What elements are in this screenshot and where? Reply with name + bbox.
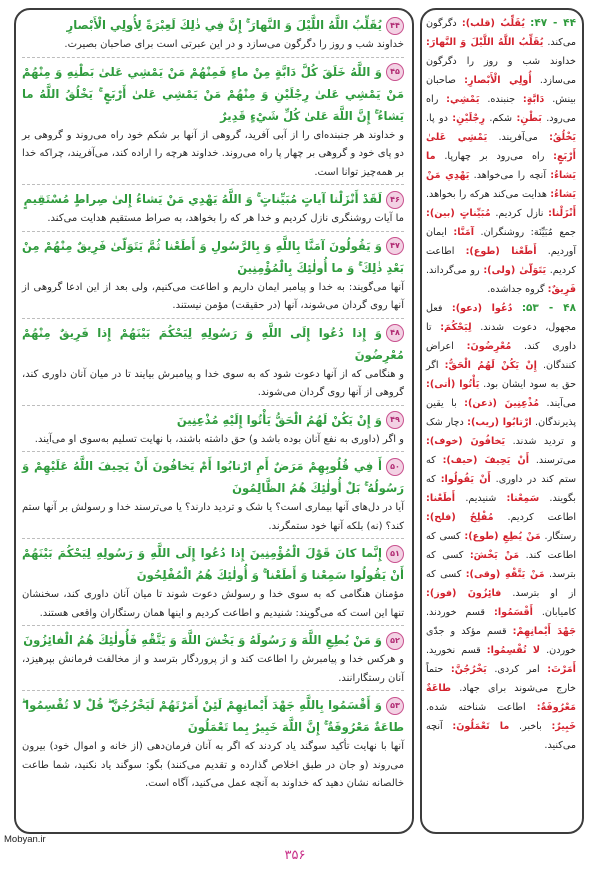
verse-arabic-text: وَ أَقْسَمُوا بِاللَّهِ جَهْدَ أَيْمانِهِمْ لَئِنْ أَمَرْتَهُمْ لَيَخْرُجُنَّ ۖ قُلْ لا تُقْسِمُوا ۖ طاعَةٌ مَعْرُوفَةٌ ۚ إِنَّ اللَّهَ خَبِيرٌ بِما تَعْمَلُونَ xyxy=(22,698,404,734)
verse-number-badge: ۵۰ xyxy=(386,458,404,476)
glossary-term: مَنْ يَخْشَ: xyxy=(469,550,520,561)
glossary-term: يُقَلِّبُ اللَّهُ اللَّيْلَ وَ النَّهارَ: xyxy=(426,37,544,48)
glossary-term: يَمْشِي عَلىٰ أَرْبَعٍ: xyxy=(426,132,576,162)
glossary-meaning: کسی که اطاعت کند. xyxy=(426,531,576,561)
verse-number-badge: ۴۶ xyxy=(386,191,404,209)
verse-arabic-text: يُقَلِّبُ اللَّهُ اللَّيْلَ وَ النَّهارَ ۚ إِنَّ فِي ذٰلِكَ لَعِبْرَةً لِأُولِي الْأَبْصارِ xyxy=(66,18,382,32)
verse-block xyxy=(22,629,404,691)
glossary-meaning: نازل کردیم. xyxy=(495,208,544,219)
glossary-term: إِنْ يَكُنْ لَهُمُ الْحَقُّ: xyxy=(444,360,537,371)
glossary-term: يُقَلِّبُ (قلب): xyxy=(461,18,525,29)
verse-arabic xyxy=(22,61,404,127)
verse-translation: ما آیات روشنگری نازل کردیم و خدا هر که را بخواهد، به صراط مستقیم هدایت می‌کند. xyxy=(22,210,404,232)
verse-arabic-text: أَ فِي قُلُوبِهِمْ مَرَضٌ أَمِ ارْتابُوا أَمْ يَخافُونَ أَنْ يَحِيفَ اللَّهُ عَلَيْهِمْ وَ رَسُولُهُ ۚ بَلْ أُولٰئِكَ هُمُ الظَّالِمُونَ xyxy=(22,459,404,495)
glossary-meaning: اعراض کنندگان. xyxy=(426,341,576,371)
glossary-meaning: فعل مجهول، دعوت شدند. xyxy=(426,303,576,333)
glossary-term: يَهْدِي مَنْ يَشاءُ: xyxy=(426,170,576,200)
verse-block xyxy=(22,455,404,539)
page-number: ۳۵۶ xyxy=(284,848,306,863)
verse-arabic-text: وَ يَقُولُونَ آمَنَّا بِاللَّهِ وَ بِالرَّسُولِ وَ أَطَعْنا ثُمَّ يَتَوَلّىٰ فَرِيقٌ مِنْهُمْ مِنْ بَعْدِ ذٰلِكَ ۚ وَ ما أُولٰئِكَ بِالْمُؤْمِنِينَ xyxy=(22,238,404,275)
verse-number-badge: ۵۲ xyxy=(386,632,404,650)
verse-arabic xyxy=(22,235,404,279)
glossary-meaning: که بگویند. xyxy=(426,474,576,504)
glossary-term: يَأْتُوا (أتی): xyxy=(426,379,480,390)
glossary-term: مُبَيِّناتٍ (بين): xyxy=(426,208,491,219)
verse-arabic-text: وَ مَنْ يُطِعِ اللَّهَ وَ رَسُولَهُ وَ يَخْشَ اللَّهَ وَ يَتَّقْهِ فَأُولٰئِكَ هُمُ الْفائِزُونَ xyxy=(23,633,382,647)
verse-block xyxy=(22,409,404,453)
glossary-term: أَقْسَمُوا: xyxy=(493,607,533,618)
verse-translation: و اگر (داوری به نفع آنان بوده باشد و) حق داشته باشند، با نهایت تسلیم به‌سوی او می‌آیند. xyxy=(22,431,404,453)
glossary-panel xyxy=(420,8,584,834)
glossary-meaning: اطاعت کردیم. xyxy=(426,246,576,276)
glossary-meaning: ایمان آوردیم. xyxy=(426,227,576,257)
glossary-term: أَنْ يَقُولُوا: xyxy=(440,474,491,485)
verse-arabic-text: وَ إِذا دُعُوا إِلَى اللَّهِ وَ رَسُولِهِ لِيَحْكُمَ بَيْنَهُمْ إِذا فَرِيقٌ مِنْهُمْ مُعْرِضُونَ xyxy=(22,325,404,362)
glossary-meaning: اطاعت کردیم. xyxy=(507,512,577,523)
glossary-meaning: خداوند شب و روز را دگرگون می‌سازد. xyxy=(426,56,576,86)
glossary-term: مَنْ يُطِعِ (طوع): xyxy=(464,531,541,542)
glossary-meaning: اطاعت شناخته شده. xyxy=(426,702,526,713)
glossary-meaning: کسی که از او بترسد. xyxy=(426,569,576,599)
verse-block xyxy=(22,61,404,186)
glossary-meaning: امر کردی. xyxy=(494,664,540,675)
glossary-term: طاعَةٌ مَعْرُوفَةٌ: xyxy=(426,683,576,713)
glossary-meaning: اگر حق به سود ایشان بود. xyxy=(426,360,576,390)
glossary-meaning: شکم. xyxy=(489,113,513,124)
glossary-term: مَنْ يَتَّقْهِ (وقی): xyxy=(465,569,545,580)
glossary-meaning: می‌آفریند. xyxy=(498,132,538,143)
verse-translation: و هنگامی که از آنها دعوت شود که به سوی خدا و پیامبرش بیایند تا در میان آنان داوری کند، گروهی از آنها روی گردان می‌شوند. xyxy=(22,366,404,406)
glossary-meaning: رستگار. xyxy=(544,531,576,542)
verse-arabic xyxy=(22,409,404,431)
glossary-meaning: باخبر. xyxy=(518,721,542,732)
verse-block xyxy=(22,322,404,406)
glossary-term: أَنْزَلْنا: xyxy=(548,208,576,219)
glossary-term: أَطَعْنا: xyxy=(426,493,456,504)
glossary-section xyxy=(426,299,576,755)
glossary-term: ما تَعْمَلُونَ: xyxy=(452,721,510,732)
glossary-meaning: دچار شک و تردید شدند. xyxy=(426,417,576,447)
glossary-term: دَابَّةٍ: xyxy=(522,94,545,105)
verse-block xyxy=(22,235,404,319)
glossary-meaning: حتماً خارج می‌شوند برای جهاد. xyxy=(426,664,576,694)
verse-arabic xyxy=(22,188,404,210)
glossary-term: ارْتابُوا (ريب): xyxy=(467,417,532,428)
verse-arabic xyxy=(22,322,404,366)
glossary-term: أَطَعْنا (طوع): xyxy=(465,246,537,257)
verse-number-badge: ۴۸ xyxy=(386,324,404,342)
glossary-term: يَمْشِي: xyxy=(446,94,480,105)
glossary-meaning: کامیابان. xyxy=(541,607,576,618)
verse-arabic xyxy=(22,14,404,36)
glossary-term: بَطْنِ: xyxy=(516,113,542,124)
glossary-meaning: راه می‌رود. xyxy=(426,94,576,124)
glossary-meaning: که ستم کند در داوری. xyxy=(426,455,576,485)
glossary-meaning: دگرگون می‌کند. xyxy=(426,18,576,48)
glossary-term: خَبِيرٌ: xyxy=(551,721,576,732)
verse-number-badge: ۴۷ xyxy=(386,237,404,255)
verse-arabic-text: وَ إِنْ يَكُنْ لَهُمُ الْحَقُّ يَأْتُوا إِلَيْهِ مُذْعِنِينَ xyxy=(176,412,382,427)
glossary-term: أُولِي الْأَبْصارِ: xyxy=(464,75,532,86)
glossary-meaning: قسم نخورید. xyxy=(426,645,481,656)
verse-block xyxy=(22,542,404,626)
verse-arabic xyxy=(22,455,404,499)
site-watermark[interactable]: Mobyan.ir xyxy=(4,834,46,845)
glossary-meaning: می‌ترسند. xyxy=(535,455,576,466)
verse-translation: و خداوند هر جنبنده‌ای را از آبی آفرید، گروهی از آنها بر شکم خود راه می‌روند و گروهی بر دو پای خود و گروهی بر چهار پا راه می‌روند. خداوند هرچه را اراده کند، می‌آفریند، چراکه خدا بر همه‌چیز توانا است. xyxy=(22,127,404,186)
glossary-term: لا تُقْسِمُوا: xyxy=(486,645,541,656)
verse-number-badge: ۵۱ xyxy=(386,545,404,563)
glossary-meaning: می‌آیند. xyxy=(546,398,576,409)
glossary-term: يَخافُونَ (خوف): xyxy=(426,436,506,447)
verse-arabic xyxy=(22,542,404,586)
verse-translation: آیا در دل‌های آنها بیماری است؟ یا شک و تردید دارند؟ یا می‌ترسند خدا و رسولش بر آنها ستم کند؟ (نه) بلکه آنها خود ستمگرند. xyxy=(22,499,404,539)
glossary-meaning: آنچه می‌کنید. xyxy=(426,721,576,751)
verse-block xyxy=(22,694,404,796)
verse-translation: آنها می‌گویند: به خدا و پیامبر ایمان داریم و اطاعت می‌کنیم، ولی بعد از این ادعا گروهی از آنها روی گردان می‌شوند، آنها (در حقیقت) مؤمن نیستند. xyxy=(22,279,404,319)
glossary-term: رِجْلَيْنِ: xyxy=(452,113,485,124)
verse-arabic xyxy=(22,629,404,651)
verse-translation: آنها با نهایت تأکید سوگند یاد کردند که اگر به آنان فرمان‌دهی (از خانه و اموال خود) بیرون می‌روند (و جان در طبق اخلاص گذارده و تقدیم می‌کنند) بگو: سوگند یاد نکنید، شما طاعت خالصانه نشان دهید که خداوند به آنچه عمل می‌کنید، آگاه است. xyxy=(22,741,404,789)
glossary-meaning: قسم خوردند. xyxy=(426,607,486,618)
verses-list xyxy=(22,14,404,796)
glossary-meaning: گروه جداشده. xyxy=(487,284,545,295)
glossary-term: ما يَشاءُ: xyxy=(426,151,576,181)
verse-arabic xyxy=(22,694,404,738)
glossary-term: فائِزُونَ (فوز): xyxy=(426,588,502,599)
glossary-term: أَمَرْتَ: xyxy=(547,664,576,675)
glossary-term: سَمِعْنا: xyxy=(506,493,540,504)
verse-translation: مؤمنان هنگامی که به سوی خدا و رسولش دعوت شوند تا میان آنان داوری کند، سخنشان تنها این است که می‌گویند: شنیدیم و اطاعت کردیم و اینها همان رستگاران واقعی هستند. xyxy=(22,586,404,626)
glossary-term: يَخْرُجُنَّ: xyxy=(450,664,487,675)
glossary-meaning: با یقین پذیرندگان. xyxy=(426,398,576,428)
verse-number-badge: ۴۴ xyxy=(386,17,404,35)
glossary-term: فَرِيقٌ: xyxy=(547,284,576,295)
glossary-meaning: صاحبان بینش. xyxy=(426,75,576,105)
glossary-meaning: جمع مُبَيِّنَة: روشنگران. xyxy=(480,227,576,238)
glossary-term: دُعُوا (دعو): xyxy=(451,303,513,314)
glossary-meaning: دو پا. xyxy=(426,113,448,124)
verse-translation: و هرکس خدا و پیامبرش را اطاعت کند و از پروردگار بترسد و از مخالفت فرمانش بپرهیزد، آنان رستگارانند. xyxy=(22,651,404,691)
glossary-section xyxy=(426,14,576,299)
glossary-meaning: راه می‌رود بر چهارپا. xyxy=(444,151,545,162)
verses-panel xyxy=(14,8,414,834)
glossary-term: مُعْرِضُونَ: xyxy=(466,341,512,352)
verse-translation: خداوند شب و روز را دگرگون می‌سازد و در این عبرتی است برای صاحبان بصیرت. xyxy=(22,36,404,58)
glossary-meaning: کسی که بترسد. xyxy=(426,550,576,580)
glossary-term: مُفْلِحُ (فلح): xyxy=(426,512,494,523)
verse-block xyxy=(22,188,404,232)
glossary-term: يَتَوَلّىٰ (ولی): xyxy=(483,265,547,276)
verse-number-badge: ۴۵ xyxy=(386,63,404,81)
glossary-term: لِيَحْكُمَ: xyxy=(440,322,472,333)
verse-number-badge: ۴۹ xyxy=(386,411,404,429)
glossary-meaning: قسم مؤکد و جدّی خوردن. xyxy=(426,626,576,656)
glossary-term: جَهْدَ أَيْمانِهِمْ: xyxy=(512,626,576,637)
glossary-section-heading: ۴۴ - ۴۷: xyxy=(530,17,576,29)
verse-arabic-text: لَقَدْ أَنْزَلْنا آياتٍ مُبَيِّناتٍ ۚ وَ اللَّهُ يَهْدِي مَنْ يَشاءُ إِلىٰ صِراطٍ مُسْتَقِيمٍ xyxy=(23,192,382,206)
glossary-meaning: هدایت می‌کند هرکه را بخواهد. xyxy=(426,189,547,200)
glossary-list xyxy=(426,14,576,755)
verse-arabic-text: إِنَّما كانَ قَوْلَ الْمُؤْمِنِينَ إِذا دُعُوا إِلَى اللَّهِ وَ رَسُولِهِ لِيَحْكُمَ بَيْنَهُمْ أَنْ يَقُولُوا سَمِعْنا وَ أَطَعْنا ۚ وَ أُولٰئِكَ هُمُ الْمُفْلِحُونَ xyxy=(22,546,404,582)
verse-arabic-text: وَ اللَّهُ خَلَقَ كُلَّ دَابَّةٍ مِنْ ماءٍ فَمِنْهُمْ مَنْ يَمْشِي عَلىٰ بَطْنِهِ وَ مِنْهُمْ مَنْ يَمْشِي عَلىٰ رِجْلَيْنِ وَ مِنْهُمْ مَنْ يَمْشِي عَلىٰ أَرْبَعٍ ۚ يَخْلُقُ اللَّهُ ما يَشاءُ ۚ إِنَّ اللَّهَ عَلىٰ كُلِّ شَيْءٍ قَدِيرٌ xyxy=(22,64,404,123)
glossary-section-heading: ۴۸ - ۵۳: xyxy=(521,302,576,314)
verse-number-badge: ۵۳ xyxy=(386,697,404,715)
glossary-term: آمَنَّا: xyxy=(453,227,474,238)
glossary-meaning: جنبنده. xyxy=(487,94,516,105)
glossary-meaning: شنیدیم. xyxy=(465,493,497,504)
glossary-meaning: تا داوری کند. xyxy=(426,322,576,352)
glossary-term: أَنْ يَحِيفَ (حيف): xyxy=(442,455,530,466)
glossary-meaning: رو می‌گرداند. xyxy=(426,265,480,276)
glossary-term: مُذْعِنِينَ (ذعن): xyxy=(464,398,540,409)
glossary-meaning: آنچه را می‌خواهد. xyxy=(473,170,546,181)
glossary-term: يَخْلُقُ: xyxy=(549,132,576,143)
verse-block xyxy=(22,14,404,58)
